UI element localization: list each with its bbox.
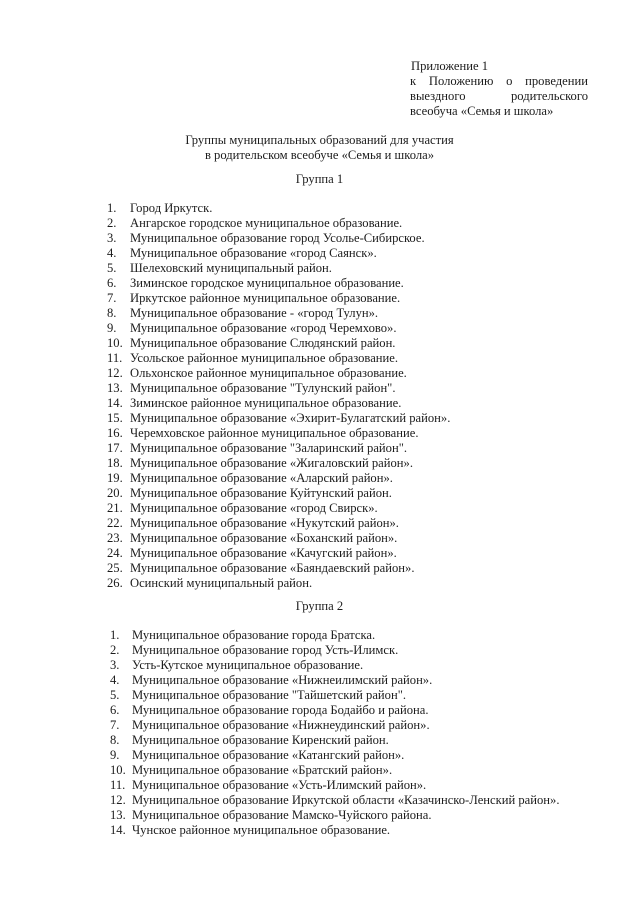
list-item <box>107 501 607 516</box>
document-title-line-1: Группы муниципальных образований для участия <box>185 133 454 147</box>
list-item-text: Ольхонское районное муниципальное образование. <box>130 366 407 380</box>
list-item-text: Муниципальное образование города Братска. <box>132 628 376 642</box>
list-item-text: Ангарское городское муниципальное образование. <box>130 216 403 230</box>
list-item-number: 8. <box>107 306 117 320</box>
list-item <box>107 486 607 501</box>
list-item-text: Муниципальное образование «Боханский район». <box>130 531 398 545</box>
list-item <box>107 426 607 441</box>
list-item-text: Иркутское районное муниципальное образование. <box>130 291 401 305</box>
list-item <box>110 808 610 823</box>
list-item-text: Муниципальное образование «Аларский район». <box>130 471 393 485</box>
list-item-number: 1. <box>107 201 117 215</box>
list-item <box>107 276 607 291</box>
list-item <box>107 306 607 321</box>
list-item-number: 7. <box>110 718 120 732</box>
list-item-text: Усть-Кутское муниципальное образование. <box>132 658 364 672</box>
list-item-number: 3. <box>110 658 120 672</box>
list-item-number: 9. <box>107 321 117 335</box>
list-item-number: 16. <box>107 426 123 440</box>
list-item-number: 4. <box>107 246 117 260</box>
list-item-text: Муниципальное образование «Жигаловский район». <box>130 456 413 470</box>
list-item <box>110 733 610 748</box>
list-item-text: Муниципальное образование «город Свирск». <box>130 501 378 515</box>
list-item <box>107 441 607 456</box>
list-item <box>110 643 610 658</box>
list-item-text: Муниципальное образование Слюдянский район. <box>130 336 396 350</box>
list-item-text: Муниципальное образование «Нижнеилимский район». <box>132 673 433 687</box>
list-item <box>107 411 607 426</box>
list-item <box>107 201 607 216</box>
list-item-text: Зиминское районное муниципальное образование. <box>130 396 402 410</box>
list-item-number: 1. <box>110 628 120 642</box>
list-item-number: 13. <box>107 381 123 395</box>
list-item-number: 5. <box>107 261 117 275</box>
list-item-text: Муниципальное образование «Братский район». <box>132 763 393 777</box>
list-item-text: Город Иркутск. <box>130 201 213 215</box>
list-item-number: 5. <box>110 688 120 702</box>
list-item-text: Муниципальное образование "Тулунский район". <box>130 381 396 395</box>
list-item-number: 10. <box>110 763 126 777</box>
list-item <box>110 688 610 703</box>
list-item-number: 24. <box>107 546 123 560</box>
list-item-text: Муниципальное образование Иркутской области «Казачинско-Ленский район». <box>132 793 560 807</box>
list-item <box>107 531 607 546</box>
list-item-number: 14. <box>110 823 126 837</box>
document-title <box>0 133 639 163</box>
list-item-text: Муниципальное образование "Тайшетский район". <box>132 688 406 702</box>
list-item <box>110 703 610 718</box>
list-item <box>110 748 610 763</box>
appendix-body: к Положению о проведении выездного родительского всеобуча «Семья и школа» <box>410 74 588 118</box>
list-item <box>110 778 610 793</box>
list-item-number: 3. <box>107 231 117 245</box>
list-item-text: Муниципальное образование «Качугский район». <box>130 546 397 560</box>
list-item-number: 19. <box>107 471 123 485</box>
list-item-text: Муниципальное образование «город Саянск». <box>130 246 377 260</box>
document-title-line-2: в родительском всеобуче «Семья и школа» <box>204 148 435 162</box>
list-item-text: Муниципальное образование «город Черемхово». <box>130 321 397 335</box>
list-item-text: Муниципальное образование город Усть-Илимск. <box>132 643 399 657</box>
list-item <box>107 231 607 246</box>
group-2-heading: Группа 2 <box>295 599 344 613</box>
appendix-block <box>410 59 588 119</box>
list-item-text: Шелеховский муниципальный район. <box>130 261 332 275</box>
list-item <box>107 561 607 576</box>
list-item-text: Муниципальное образование Куйтунский район. <box>130 486 392 500</box>
list-item-text: Муниципальное образование Мамско-Чуйского района. <box>132 808 432 822</box>
list-item-text: Усольское районное муниципальное образование. <box>130 351 398 365</box>
list-item <box>110 763 610 778</box>
list-item <box>107 261 607 276</box>
list-item-text: Осинский муниципальный район. <box>130 576 313 590</box>
list-item <box>107 321 607 336</box>
list-item-number: 12. <box>110 793 126 807</box>
list-item-number: 9. <box>110 748 120 762</box>
list-item <box>107 456 607 471</box>
list-item-number: 26. <box>107 576 123 590</box>
group-1-heading: Группа 1 <box>295 172 344 186</box>
list-item-number: 7. <box>107 291 117 305</box>
list-item <box>110 658 610 673</box>
list-item <box>107 576 607 591</box>
appendix-title: Приложение 1 <box>411 59 489 73</box>
list-item-number: 11. <box>107 351 123 365</box>
list-item-text: Муниципальное образование «Катангский район». <box>132 748 405 762</box>
list-item <box>110 673 610 688</box>
list-item <box>107 291 607 306</box>
list-item-text: Муниципальное образование город Усолье-Сибирское. <box>130 231 425 245</box>
list-item <box>110 628 610 643</box>
list-item-number: 20. <box>107 486 123 500</box>
list-item-number: 15. <box>107 411 123 425</box>
list-item <box>107 246 607 261</box>
list-item-text: Муниципальное образование "Заларинский район". <box>130 441 408 455</box>
list-item-number: 25. <box>107 561 123 575</box>
list-item-text: Муниципальное образование «Нукутский район». <box>130 516 399 530</box>
group-2-list <box>110 628 610 838</box>
list-item-text: Муниципальное образование «Нижнеудинский район». <box>132 718 430 732</box>
list-item <box>107 516 607 531</box>
list-item-number: 6. <box>110 703 120 717</box>
list-item-text: Муниципальное образование «Усть-Илимский район». <box>132 778 427 792</box>
list-item-text: Черемховское районное муниципальное образование. <box>130 426 419 440</box>
list-item <box>110 823 610 838</box>
list-item-number: 4. <box>110 673 120 687</box>
list-item-number: 10. <box>107 336 123 350</box>
list-item <box>107 471 607 486</box>
list-item-text: Муниципальное образование - «город Тулун». <box>130 306 379 320</box>
list-item <box>107 396 607 411</box>
list-item <box>107 216 607 231</box>
list-item-text: Чунское районное муниципальное образование. <box>132 823 391 837</box>
list-item-number: 8. <box>110 733 120 747</box>
list-item-number: 17. <box>107 441 123 455</box>
list-item <box>110 793 610 808</box>
list-item-number: 23. <box>107 531 123 545</box>
list-item-number: 13. <box>110 808 126 822</box>
list-item-number: 18. <box>107 456 123 470</box>
list-item-text: Муниципальное образование «Баяндаевский район». <box>130 561 415 575</box>
list-item-number: 21. <box>107 501 123 515</box>
list-item <box>107 546 607 561</box>
list-item-number: 6. <box>107 276 117 290</box>
list-item <box>107 336 607 351</box>
list-item-text: Муниципальное образование Киренский район. <box>132 733 389 747</box>
list-item <box>107 351 607 366</box>
list-item-text: Муниципальное образование «Эхирит-Булагатский район». <box>130 411 451 425</box>
list-item-number: 22. <box>107 516 123 530</box>
list-item <box>107 366 607 381</box>
list-item <box>107 381 607 396</box>
list-item <box>110 718 610 733</box>
list-item-text: Зиминское городское муниципальное образование. <box>130 276 404 290</box>
list-item-number: 2. <box>110 643 120 657</box>
list-item-number: 2. <box>107 216 117 230</box>
list-item-number: 12. <box>107 366 123 380</box>
list-item-number: 11. <box>110 778 126 792</box>
list-item-number: 14. <box>107 396 123 410</box>
group-1-list <box>107 201 607 591</box>
list-item-text: Муниципальное образование города Бодайбо и района. <box>132 703 429 717</box>
